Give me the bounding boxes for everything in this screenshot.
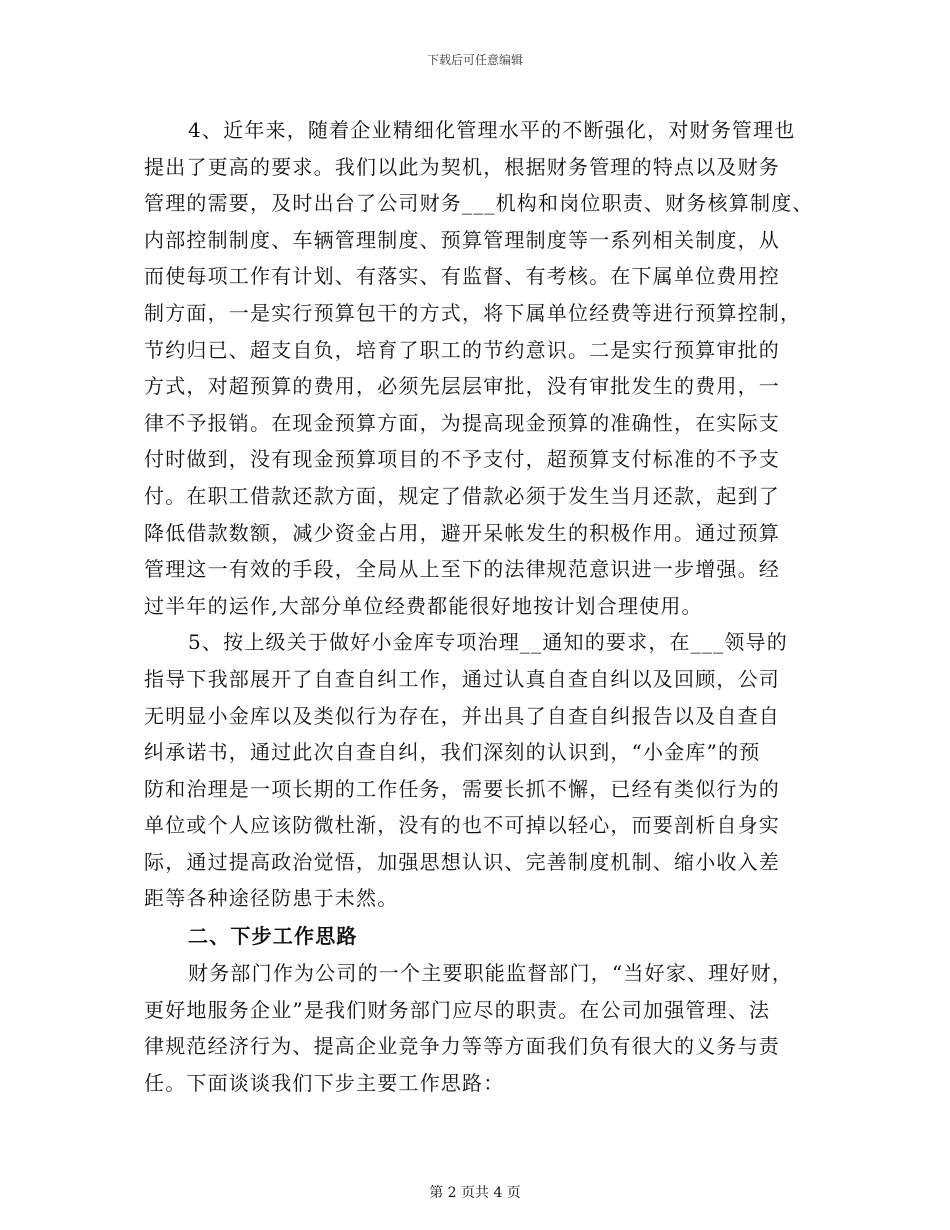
document-body xyxy=(144,112,816,1101)
text-line: 指导下我部展开了自查自纠工作，通过认真自查自纠以及回顾，公司 xyxy=(144,666,780,691)
section-heading: 二、下步工作思路 xyxy=(188,924,358,949)
text-line: 付时做到，没有现金预算项目的不予支付，超预算支付标准的不予支 xyxy=(144,447,780,472)
text-line: 更好地服务企业”是我们财务部门应尽的职责。在公司加强管理、法 xyxy=(144,997,771,1022)
text-line: 降低借款数额，减少资金占用，避开呆帐发生的积极作用。通过预算 xyxy=(144,520,780,545)
text-line: 财务部门作为公司的一个主要职能监督部门，“当好家、理好财， xyxy=(188,961,794,986)
text-line: 方式，对超预算的费用，必须先层层审批，没有审批发生的费用，一 xyxy=(144,374,780,399)
text-line: 任。下面谈谈我们下步主要工作思路： xyxy=(144,1070,505,1095)
text-line: 纠承诺书，通过此次自查自纠，我们深刻的认识到，“小金库”的预 xyxy=(144,740,761,765)
text-line: 律规范经济行为、提高企业竞争力等等方面我们负有很大的义务与责 xyxy=(144,1034,780,1059)
text-line: 而使每项工作有计划、有落实、有监督、有考核。在下属单位费用控 xyxy=(144,264,780,289)
text-line: 提出了更高的要求。我们以此为契机，根据财务管理的特点以及财务 xyxy=(144,154,780,179)
paragraph-5 xyxy=(144,624,816,917)
text-line: 管理的需要，及时出台了公司财务___机构和岗位职责、财务核算制度、 xyxy=(144,191,814,216)
text-line: 内部控制制度、车辆管理制度、预算管理制度等一系列相关制度，从 xyxy=(144,227,780,252)
text-line: 制方面，一是实行预算包干的方式，将下属单位经费等进行预算控制， xyxy=(144,300,802,325)
text-line: 防和治理是一项长期的工作任务，需要长抓不懈，已经有类似行为的 xyxy=(144,776,780,801)
text-line: 距等各种途径防患于未然。 xyxy=(144,886,399,911)
paragraph-4 xyxy=(144,112,816,624)
text-line: 4、近年来，随着企业精细化管理水平的不断强化，对财务管理也 xyxy=(188,118,796,142)
text-line: 无明显小金库以及类似行为存在，并出具了自查自纠报告以及自查自 xyxy=(144,703,780,728)
page-number-footer: 第 2 页共 4 页 xyxy=(429,1185,521,1201)
text-line: 单位或个人应该防微杜渐，没有的也不可掉以轻心，而要剖析自身实 xyxy=(144,813,780,838)
text-line: 管理这一有效的手段，全局从上至下的法律规范意识进一步增强。经 xyxy=(144,557,780,582)
text-line: 节约归已、超支自负，培育了职工的节约意识。二是实行预算审批的 xyxy=(144,337,780,362)
text-line: 5、按上级关于做好小金库专项治理__通知的要求，在___领导的 xyxy=(188,630,788,655)
text-line: 付。在职工借款还款方面，规定了借款必须于发生当月还款，起到了 xyxy=(144,483,780,508)
text-line: 际，通过提高政治觉悟，加强思想认识、完善制度机制、缩小收入差 xyxy=(144,849,780,874)
text-line: 过半年的运作,大部分单位经费都能很好地按计划合理使用。 xyxy=(144,593,703,618)
text-line: 律不予报销。在现金预算方面，为提高现金预算的准确性，在实际支 xyxy=(144,410,780,435)
page-header-note: 下载后可任意编辑 xyxy=(426,53,523,67)
closing-paragraph xyxy=(144,955,816,1101)
